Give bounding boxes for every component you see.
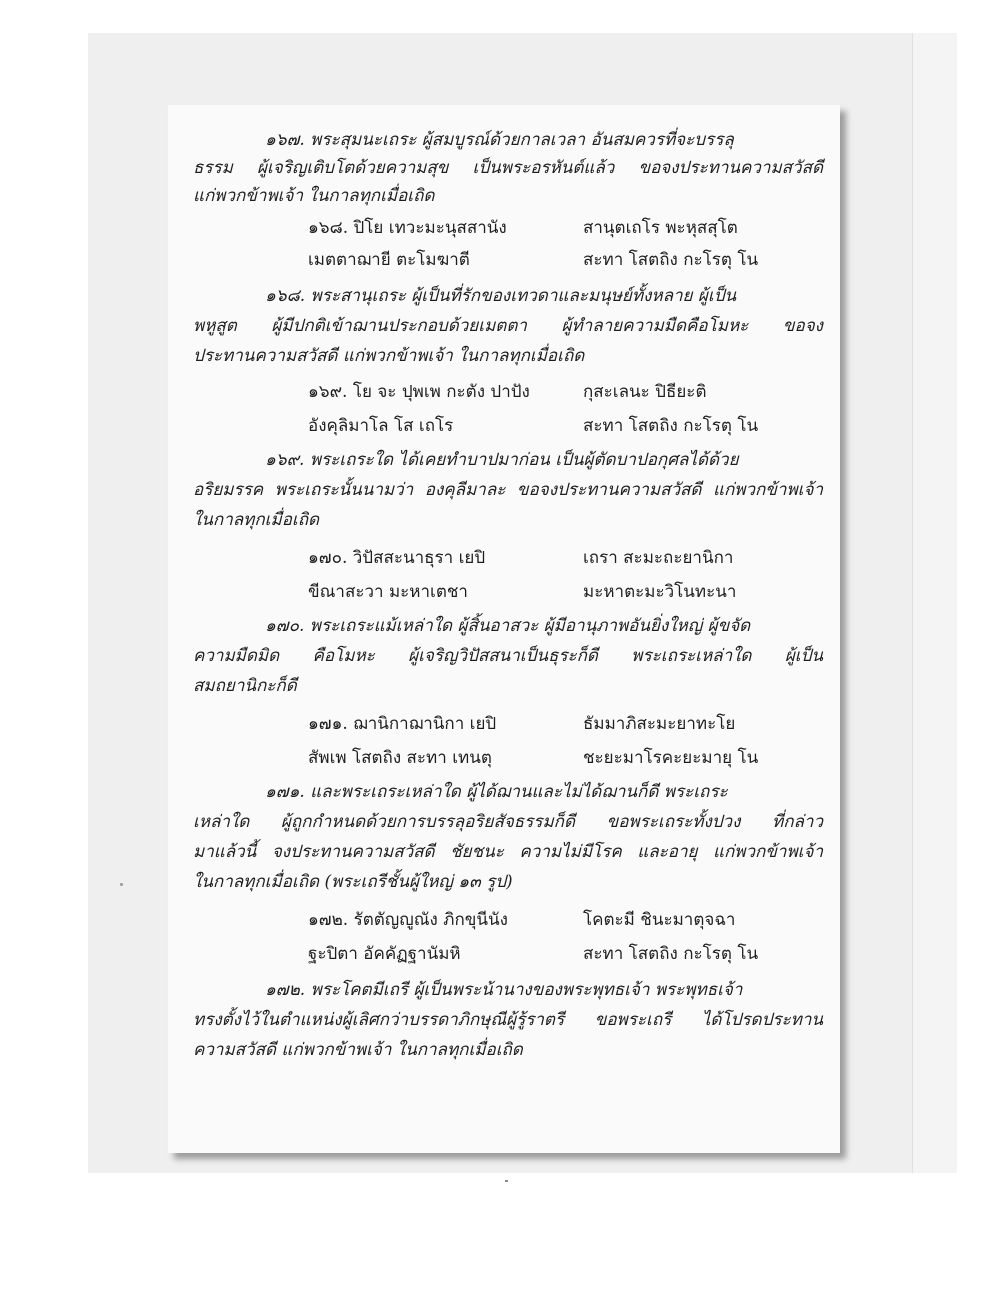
prose-line: พหูสูต ผู้มีปกติเข้าฌานประกอบด้วยเมตตา ผู้ทำลายความมืดคือโมหะ ขอจง bbox=[193, 316, 823, 336]
verse-row bbox=[193, 378, 823, 406]
verse-row bbox=[193, 246, 823, 274]
verse-row bbox=[193, 544, 823, 572]
verse-left: ๑๖๙. โย จะ ปุพเพ กะตัง ปาปัง bbox=[308, 382, 530, 402]
verse-left: ๑๗๑. ฌานิกาฌานิกา เยปิ bbox=[308, 714, 497, 734]
verse-right: สะทา โสตถิง กะโรตุ โน bbox=[583, 250, 759, 270]
verse-right: สานุตเถโร พะหุสสุโต bbox=[583, 218, 738, 238]
verse-right: ชะยะมาโรคะยะมายุ โน bbox=[583, 748, 759, 768]
prose-line: ๑๗๐. พระเถระแม้เหล่าใด ผู้สิ้นอาสวะ ผู้มีอานุภาพอันยิ่งใหญ่ ผู้ขจัด bbox=[265, 616, 751, 636]
verse-row bbox=[193, 412, 823, 440]
prose-line: ๑๖๘. พระสานุเถระ ผู้เป็นที่รักของเทวดาและมนุษย์ทั้งหลาย ผู้เป็น bbox=[265, 286, 737, 306]
prose-line: ทรงตั้งไว้ในตำแหน่งผู้เลิศกว่าบรรดาภิกษุณีผู้รู้ราตรี ขอพระเถรี ได้โปรดประทาน bbox=[193, 1010, 823, 1030]
verse-left: ขีณาสะวา มะหาเตชา bbox=[308, 582, 468, 602]
verse-row bbox=[193, 214, 823, 242]
verse-row bbox=[193, 940, 823, 968]
prose-line: ประทานความสวัสดี แก่พวกข้าพเจ้า ในกาลทุกเมื่อเถิด bbox=[193, 346, 585, 366]
verse-right: โคตะมี ชินะมาตุจฉา bbox=[583, 910, 736, 930]
verse-right: กุสะเลนะ ปิธียะติ bbox=[583, 382, 707, 402]
prose-line: อริยมรรค พระเถระนั้นนามว่า องคุลีมาละ ขอจงประทานความสวัสดี แก่พวกข้าพเจ้า bbox=[193, 480, 823, 500]
verse-row bbox=[193, 906, 823, 934]
prose-line: ๑๗๒. พระโคตมีเถรี ผู้เป็นพระน้านางของพระพุทธเจ้า พระพุทธเจ้า bbox=[265, 980, 743, 1000]
prose-line: ๑๖๗. พระสุมนะเถระ ผู้สมบูรณ์ด้วยกาลเวลา อันสมควรที่จะบรรลุ bbox=[265, 130, 734, 150]
verse-right: สะทา โสตถิง กะโรตุ โน bbox=[583, 944, 759, 964]
verse-row bbox=[193, 744, 823, 772]
verse-left: ๑๗๒. รัตตัญญูณัง ภิกขุนีนัง bbox=[308, 910, 508, 930]
verse-left: เมตตาฌายี ตะโมฆาตี bbox=[308, 250, 470, 270]
prose-line: ความสวัสดี แก่พวกข้าพเจ้า ในกาลทุกเมื่อเถิด bbox=[193, 1040, 523, 1060]
verse-right: เถรา สะมะถะยานิกา bbox=[583, 548, 734, 568]
prose-line: แก่พวกข้าพเจ้า ในกาลทุกเมื่อเถิด bbox=[193, 186, 435, 206]
prose-line: ธรรม ผู้เจริญเติบโตด้วยความสุข เป็นพระอรหันต์แล้ว ขอจงประทานความสวัสดี bbox=[193, 158, 823, 178]
verse-left: ๑๗๐. วิปัสสะนาธุรา เยปิ bbox=[308, 548, 486, 568]
prose-line: เหล่าใด ผู้ถูกกำหนดด้วยการบรรลุอริยสัจธรรมก็ดี ขอพระเถระทั้งปวง ที่กล่าว bbox=[193, 812, 823, 832]
scan-speck bbox=[120, 883, 123, 886]
verse-row bbox=[193, 710, 823, 738]
verse-right: สะทา โสตถิง กะโรตุ โน bbox=[583, 416, 759, 436]
prose-line: มาแล้วนี้ จงประทานความสวัสดี ชัยชนะ ความไม่มีโรค และอายุ แก่พวกข้าพเจ้า bbox=[193, 842, 823, 862]
prose-line: ความมืดมิด คือโมหะ ผู้เจริญวิปัสสนาเป็นธุระก็ดี พระเถระเหล่าใด ผู้เป็น bbox=[193, 646, 823, 666]
prose-line: สมถยานิกะก็ดี bbox=[193, 676, 297, 696]
prose-line: ในกาลทุกเมื่อเถิด (พระเถรีชั้นผู้ใหญ่ ๑๓ รูป) bbox=[193, 872, 513, 892]
prose-line: ๑๗๑. และพระเถระเหล่าใด ผู้ได้ฌานและไม่ได้ฌานก็ดี พระเถระ bbox=[265, 782, 728, 802]
verse-row bbox=[193, 578, 823, 606]
verse-left: สัพเพ โสตถิง สะทา เทนตุ bbox=[308, 748, 492, 768]
verse-left: ๑๖๘. ปิโย เทวะมะนุสสานัง bbox=[308, 218, 507, 238]
scan-mark bbox=[505, 1180, 508, 1182]
verse-left: อังคุลิมาโล โส เถโร bbox=[308, 416, 454, 436]
verse-right: มะหาตะมะวิโนทะนา bbox=[583, 582, 737, 602]
verse-right: ธัมมาภิสะมะยาทะโย bbox=[583, 714, 736, 734]
prose-line: ในกาลทุกเมื่อเถิด bbox=[193, 510, 320, 530]
scan-edge bbox=[912, 33, 957, 1173]
prose-line: ๑๖๙. พระเถระใด ได้เคยทำบาปมาก่อน เป็นผู้ตัดบาปอกุศลได้ด้วย bbox=[265, 450, 739, 470]
verse-left: ฐะปิตา อัคคัฏฐานัมหิ bbox=[308, 944, 461, 964]
